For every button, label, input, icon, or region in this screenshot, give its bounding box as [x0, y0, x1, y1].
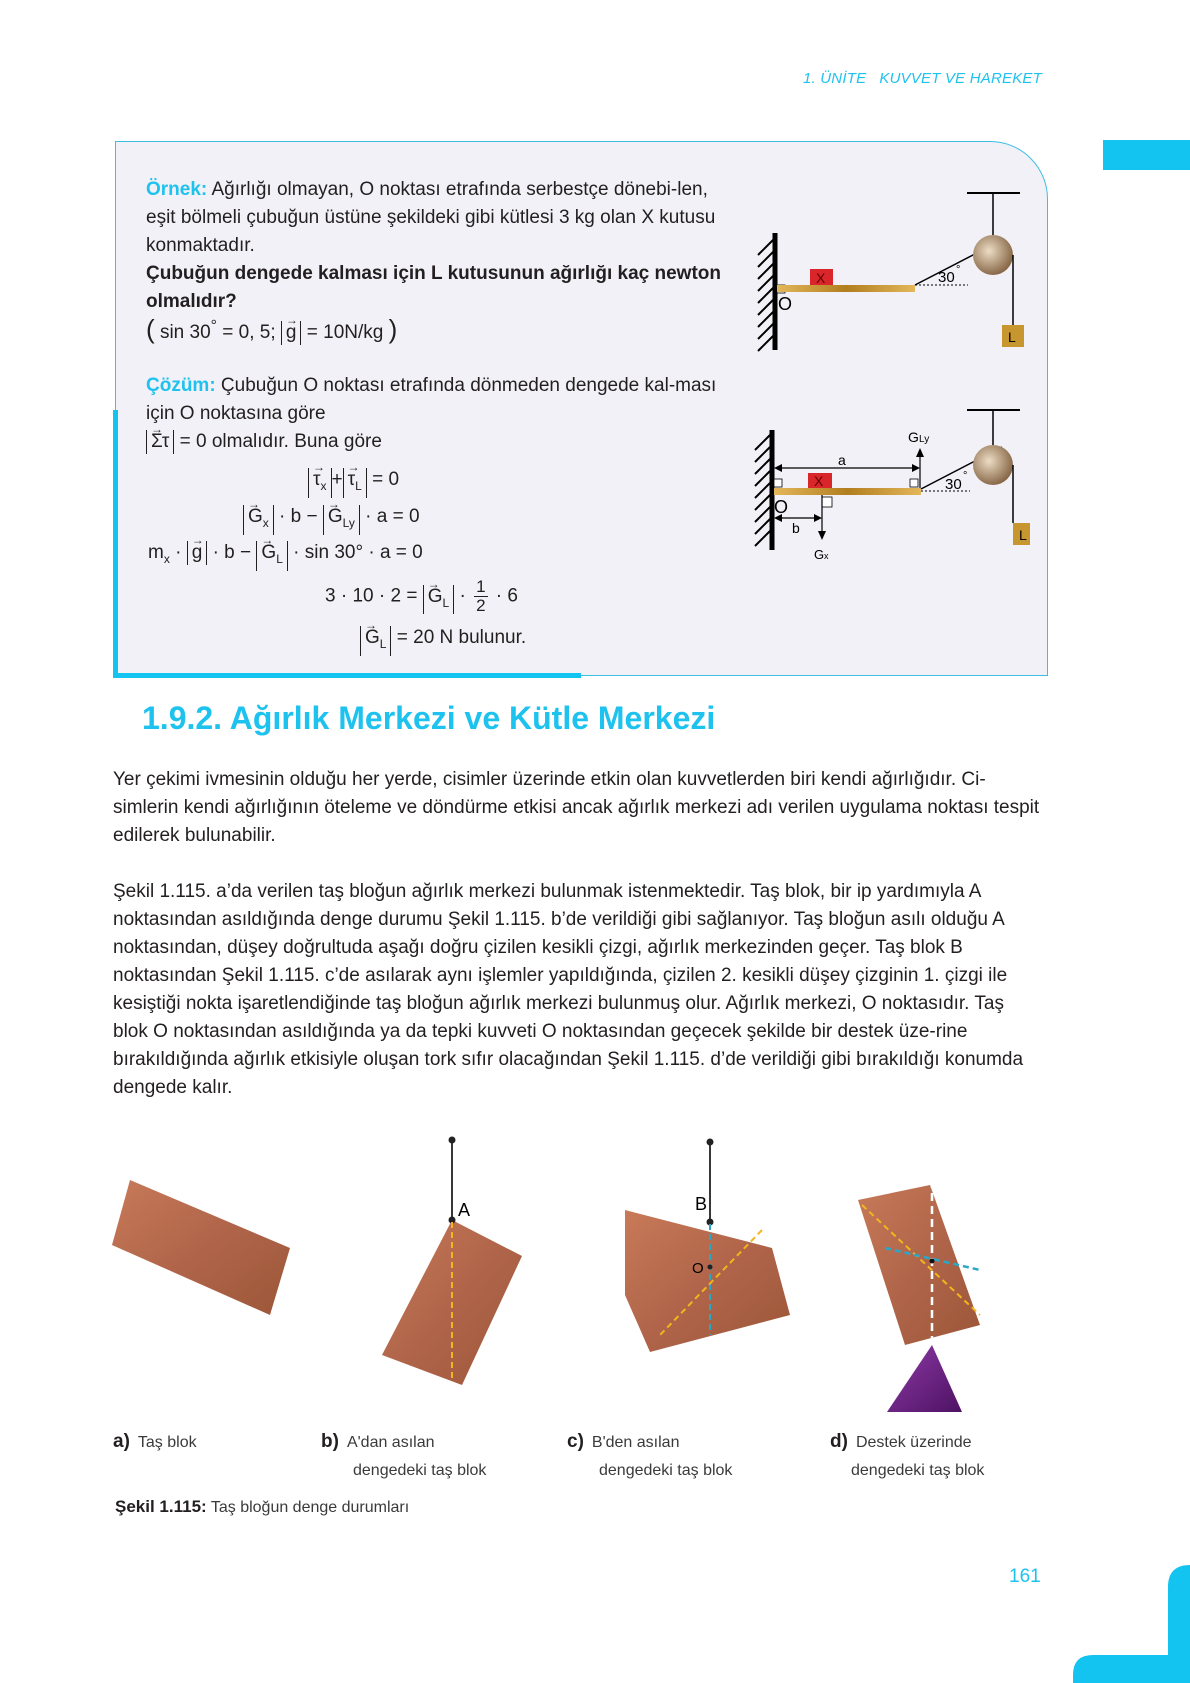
- plus: +: [331, 469, 343, 490]
- sub-x: x: [163, 551, 170, 566]
- given-sin: sin 30: [159, 322, 211, 343]
- given-g: → g: [286, 321, 297, 345]
- wall-icon: [755, 430, 772, 550]
- brick-d: [858, 1180, 980, 1412]
- force-gly-label: G: [908, 429, 919, 445]
- point-a-label: A: [458, 1200, 471, 1220]
- equation-1: [308, 468, 399, 498]
- denominator: 2: [476, 596, 486, 615]
- force-gx-label: G: [814, 547, 825, 562]
- pulley-icon: [973, 235, 1013, 275]
- sub-x: x: [262, 515, 269, 530]
- solution-label: Çözüm:: [146, 375, 216, 396]
- dot: ·: [169, 542, 187, 563]
- point-o-label: O: [692, 1260, 704, 1277]
- lever-diagram-1: [750, 185, 1030, 355]
- given-sin-value: = 0, 5;: [217, 322, 276, 343]
- eq3-mid: · b −: [207, 542, 257, 563]
- g-ly: → G: [328, 505, 343, 529]
- eq2-rhs: · a = 0: [359, 506, 420, 527]
- caption-b-letter: b): [321, 1431, 339, 1452]
- sub-l: L: [276, 551, 283, 566]
- tau-x: → τ: [313, 468, 321, 492]
- box-accent-left: [113, 410, 118, 678]
- eq4-rhs: · 6: [490, 585, 518, 607]
- figure-caption-text: Taş bloğun denge durumları: [206, 1499, 410, 1516]
- solution-text: [146, 372, 736, 456]
- sub-l: L: [442, 595, 450, 610]
- equation-4: [325, 578, 518, 615]
- rod: [777, 285, 915, 292]
- distance-a-label: a: [838, 452, 846, 468]
- pulley-icon: [973, 445, 1013, 485]
- box-x-label: X: [814, 473, 824, 489]
- brick-c: [625, 1139, 790, 1353]
- figure-caption: [115, 1497, 409, 1517]
- caption-a-text: Taş blok: [137, 1434, 197, 1451]
- figure-caption-label: Şekil 1.115:: [115, 1497, 207, 1516]
- box-accent-bottom: [113, 673, 581, 678]
- equation-3: [148, 541, 423, 571]
- mass: m: [148, 542, 164, 563]
- box-x-label: X: [816, 270, 826, 286]
- running-header: 1. ÜNİTE KUVVET VE HAREKET: [803, 70, 1042, 87]
- caption-b-line1: A'dan asılan: [346, 1434, 435, 1451]
- equation-5: [360, 626, 526, 656]
- caption-a: [113, 1428, 197, 1457]
- lever-diagram-2: [750, 405, 1030, 575]
- given-values: ( sin 30° = 0, 5; → g = 10N/kg ): [146, 314, 397, 345]
- eq1-rhs: = 0: [366, 469, 400, 490]
- caption-b-line2: dengedeki taş blok: [353, 1462, 487, 1479]
- sub-l: L: [355, 478, 362, 493]
- eq4-lhs: 3 · 10 · 2 =: [325, 585, 423, 607]
- sub-l: L: [379, 636, 387, 651]
- support-triangle: [887, 1345, 962, 1412]
- g-l: → G: [261, 541, 276, 565]
- sub-x: x: [320, 478, 327, 493]
- force-gx-sub: x: [824, 551, 829, 561]
- caption-c: [567, 1428, 732, 1485]
- condition-rhs: = 0: [174, 431, 207, 452]
- box-l-label: L: [1019, 527, 1027, 543]
- caption-c-line1: B'den asılan: [591, 1434, 680, 1451]
- caption-c-letter: c): [567, 1431, 584, 1452]
- caption-d-line2: dengedeki taş blok: [851, 1462, 985, 1479]
- side-tab-decoration: [1103, 140, 1190, 170]
- given-g-value: = 10N/kg: [301, 322, 384, 343]
- force-gly-sub: Ly: [919, 434, 930, 445]
- caption-c-line2: dengedeki taş blok: [599, 1462, 733, 1479]
- sub-ly: Ly: [342, 515, 355, 530]
- brick-a: [112, 1180, 290, 1315]
- tau-l: → τ: [348, 468, 356, 492]
- angle-unit: °: [956, 264, 961, 276]
- degree-sign: °: [210, 317, 217, 335]
- corner-decoration: [1070, 1565, 1190, 1683]
- solution-intro: Çubuğun O noktası etrafında dönmeden dengede kal-ması için O noktasına göre: [146, 375, 717, 424]
- numerator: 1: [476, 577, 486, 596]
- gravity: → g: [192, 541, 203, 565]
- distance-b-label: b: [792, 520, 800, 536]
- caption-b: [321, 1428, 486, 1485]
- sum-torque: → Στ: [151, 430, 169, 454]
- brick-b: [382, 1137, 522, 1386]
- pivot-label: O: [774, 497, 789, 517]
- result-text: = 20 N bulunur.: [391, 627, 527, 648]
- g-l: → G: [428, 585, 443, 609]
- paragraph-2: Şekil 1.115. a’da verilen taş bloğun ağırlık merkezi bulunmak istenmektedir. Taş blok, bir ip yardımıyla A noktasından asıldığında denge durumu Şekil 1.115. b’de verildiği gibi sağlanıyor. Taş bloğun asılı olduğu A noktasından, düşey doğrultuda aşağı doğru çizilen kesikli çizgi, ağırlık merkezinden geçer. Taş blok B noktasından Şekil 1.115. c’de asılarak aynı işlemler yapıldığında, çizilen 2. kesikli düşey çizginin 1. çizgi ile kesiştiği nokta işaretlendiğinde taş bloğun ağırlık merkezi bulunmuş olur. Ağırlık merkezi, O noktasıdır. Taş blok O noktasından asıldığında ya da tepki kuvveti O noktasından geçecek şekilde bir destek üze-rine bırakıldığında ağırlık etkisiyle oluşan tork sıfır olacağından Şekil 1.115. d’de verildiği gibi bırakıldığı konumda dengede kalır.: [113, 881, 1024, 1098]
- section-title: 1.9.2. Ağırlık Merkezi ve Kütle Merkezi: [142, 700, 716, 736]
- g-x: → G: [248, 505, 263, 529]
- box-l-label: L: [1008, 329, 1016, 345]
- paragraph-1: Yer çekimi ivmesinin olduğu her yerde, cisimler üzerinde etkin olan kuvvetlerden biri kendi ağırlığıdır. Ci-simlerin kendi ağırlığının öteleme ve döndürme etkisi ancak ağırlık merkezi adı verilen uygulama noktası tespit edilerek bulunabilir.: [113, 769, 1040, 846]
- point-b-label: B: [695, 1194, 708, 1214]
- pivot-label: O: [778, 294, 793, 314]
- page-number: 161: [1009, 1566, 1041, 1587]
- brick-figure: [100, 1130, 1000, 1420]
- caption-a-letter: a): [113, 1431, 130, 1452]
- eq3-rhs: · sin 30° · a = 0: [287, 542, 423, 563]
- caption-d-letter: d): [830, 1431, 848, 1452]
- wall-icon: [758, 233, 775, 351]
- caption-d-line1: Destek üzerinde: [855, 1434, 972, 1451]
- fraction-half: [474, 578, 487, 615]
- example-label: Örnek:: [146, 179, 208, 200]
- example-question: [146, 176, 736, 316]
- example-text: Ağırlığı olmayan, O noktası etrafında serbestçe dönebi-len, eşit bölmeli çubuğun üstüne şekildeki gibi kütlesi 3 kg olan X kutusu konmaktadır.: [146, 179, 716, 256]
- angle-label: 30: [938, 269, 955, 286]
- eq2-mid: · b −: [273, 506, 323, 527]
- condition-tail: olmalıdır. Buna göre: [206, 431, 382, 452]
- angle-label: 30: [945, 476, 962, 493]
- rod: [774, 488, 921, 495]
- g-l: → G: [365, 626, 380, 650]
- caption-d: [830, 1428, 984, 1485]
- dot: ·: [454, 585, 472, 607]
- example-question-bold: Çubuğun dengede kalması için L kutusunun ağırlığı kaç newton olmalıdır?: [146, 263, 722, 312]
- angle-unit: °: [963, 470, 968, 482]
